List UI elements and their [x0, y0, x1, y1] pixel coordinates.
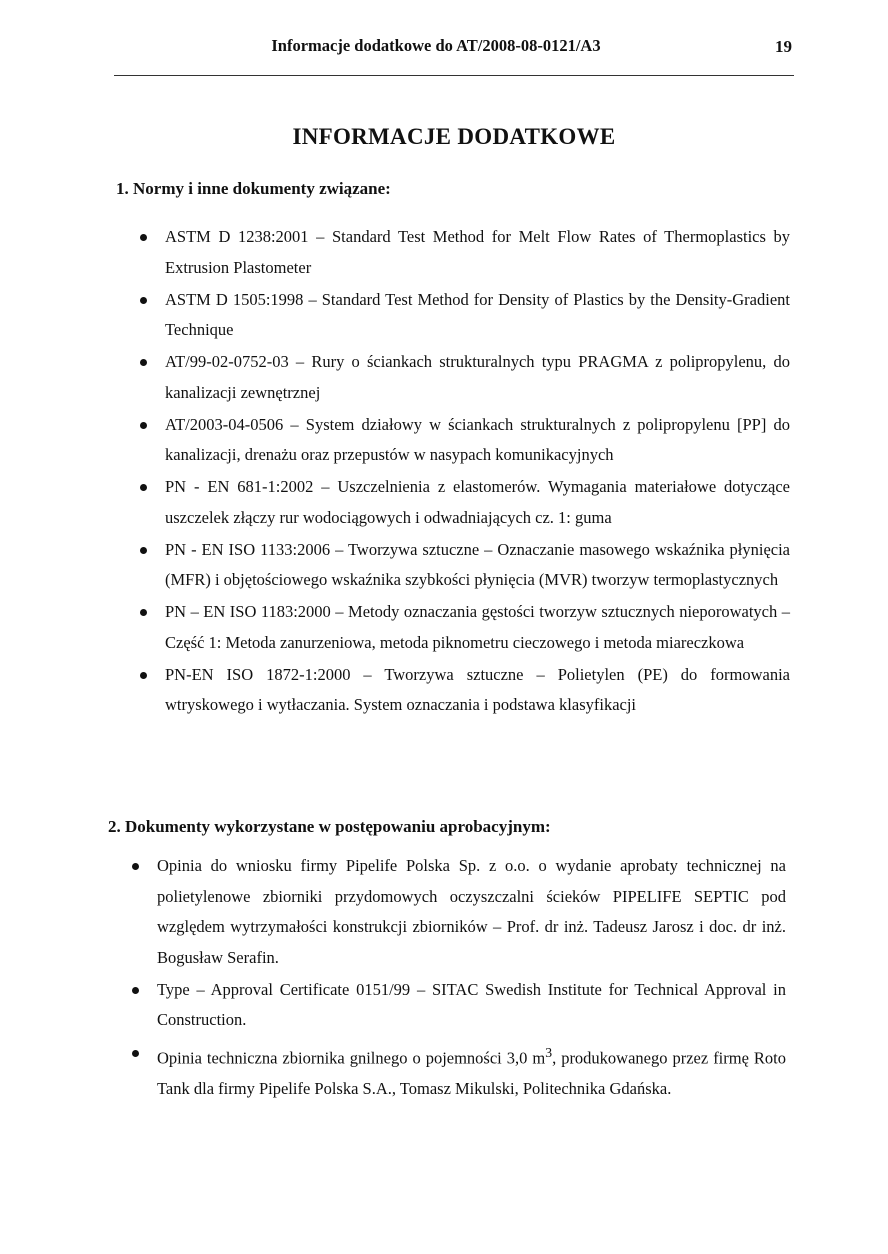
bullet-icon [140, 484, 147, 491]
bullet-icon [140, 547, 147, 554]
bullet-icon [140, 297, 147, 304]
list-item [140, 660, 790, 721]
bullet-icon [140, 422, 147, 429]
list-item-text: PN-EN ISO 1872-1:2000 – Tworzywa sztuczne – Polietylen (PE) do formowania wtryskowego i wytłaczania. System oznaczania i podstawa klasyfikacji [165, 664, 790, 714]
list-item [140, 222, 790, 283]
header-title: Informacje dodatkowe do AT/2008-08-0121/A3 [271, 36, 601, 55]
section-1-heading: 1. Normy i inne dokumenty związane: [116, 179, 391, 198]
bullet-icon [140, 672, 147, 679]
list-item [140, 285, 790, 346]
list-item [140, 410, 790, 471]
bullet-icon [132, 987, 139, 994]
list-item-text: PN – EN ISO 1183:2000 – Metody oznaczania gęstości tworzyw sztucznych nieporowatych – Część 1: Metoda zanurzeniowa, metoda piknometru cieczowego i metoda miareczkowa [165, 602, 790, 652]
list-item-text: PN - EN 681-1:2002 – Uszczelnienia z elastomerów. Wymagania materiałowe dotyczące uszczelek złączy rur wodociągowych i odwadniających cz. 1: guma [165, 477, 790, 527]
page-title: INFORMACJE DODATKOWE [292, 124, 616, 149]
list-item-text: Opinia do wniosku firmy Pipelife Polska Sp. z o.o. o wydanie aprobaty technicznej na polietylenowe zbiorniki przydomowych oczyszczalni ścieków PIPELIFE SEPTIC pod względem wytrzymałości konstrukcji zbiorników – Prof. dr inż. Tadeusz Jarosz i doc. dr inż. Bogusław Serafin. [157, 856, 786, 967]
bullet-icon [140, 609, 147, 616]
list-item-text: AT/99-02-0752-03 – Rury o ściankach strukturalnych typu PRAGMA z polipropylenu, do kanalizacji zewnętrznej [165, 352, 790, 402]
bullet-icon [132, 1050, 139, 1057]
list-item [132, 851, 786, 973]
list-item-text-part: , produkowanego przez firmę Roto Tank dla firmy Pipelife Polska S.A., Tomasz Mikulski, Politechnika Gdańska. [157, 1048, 787, 1098]
bullet-icon [140, 234, 147, 241]
running-header [116, 36, 794, 62]
list-item-text [157, 1038, 786, 1105]
page-number: 19 [775, 37, 792, 56]
list-item-text: Type – Approval Certificate 0151/99 – SITAC Swedish Institute for Technical Approval in Construction. [157, 979, 786, 1030]
bullet-icon [132, 863, 139, 870]
list-item-text: PN - EN ISO 1133:2006 – Tworzywa sztuczne – Oznaczanie masowego wskaźnika płynięcia (MFR) i objętościowego wskaźnika szybkości płynięcia (MVR) tworzyw termoplastycznych [165, 539, 790, 589]
list-item [132, 975, 786, 1036]
list-item [140, 347, 790, 408]
list-item-text-part: Opinia techniczna zbiornika gnilnego o pojemności 3,0 m [157, 1048, 546, 1068]
list-item [140, 472, 790, 533]
header-divider [114, 75, 794, 76]
list-item [140, 597, 790, 658]
unit-superscript: 3 [545, 1044, 553, 1060]
section-2-heading: 2. Dokumenty wykorzystane w postępowaniu aprobacyjnym: [108, 817, 551, 836]
list-item-text: ASTM D 1505:1998 – Standard Test Method for Density of Plastics by the Density-Gradient Technique [165, 289, 790, 339]
list-item-text: AT/2003-04-0506 – System działowy w ściankach strukturalnych z polipropylenu [PP] do kanalizacji, drenażu oraz przepustów w nasypach komunikacyjnych [165, 414, 790, 464]
list-item-text: ASTM D 1238:2001 – Standard Test Method for Melt Flow Rates of Thermoplastics by Extrusion Plastometer [165, 227, 790, 277]
list-item [132, 1038, 786, 1105]
approval-documents-list [132, 851, 786, 1106]
bullet-icon [140, 359, 147, 366]
list-item [140, 535, 790, 596]
related-documents-list [140, 222, 790, 722]
